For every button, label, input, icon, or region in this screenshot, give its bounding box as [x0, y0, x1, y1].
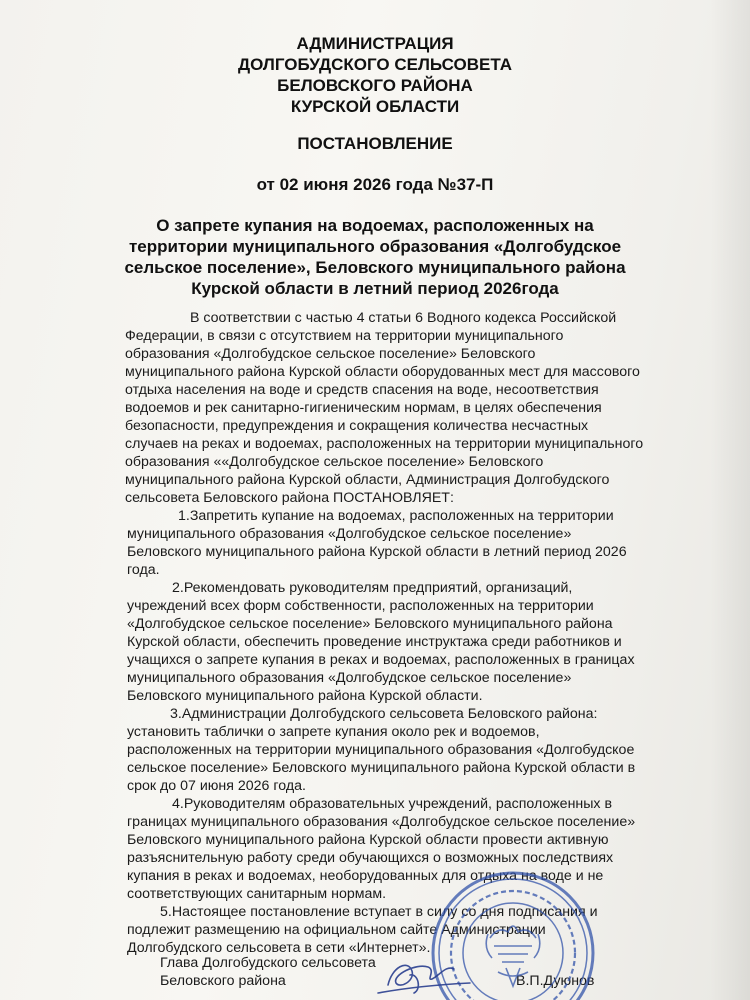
body-line: 3.Администрации Долгобудского сельсовета Беловского района: — [170, 706, 598, 722]
body-line: сельское поселение» Беловского муниципального района Курской области в — [127, 760, 636, 776]
body-line: срок до 07 июня 2026 года. — [127, 778, 306, 794]
signatory-name: В.П.Дуюнов — [516, 973, 595, 989]
body-line: учащихся о запрете купания в реках и водоемах, расположенных в границах — [127, 652, 635, 668]
body-line: муниципального района Курской области, Администрация Долгобудского — [125, 472, 610, 488]
body-line: муниципального района Курской области оборудованных мест для массового — [125, 364, 640, 380]
title-line: Курской области в летний период 2026года — [191, 279, 559, 298]
body-line: соответствующих санитарным нормам. — [127, 886, 387, 902]
handwritten-signature-icon — [370, 945, 480, 1000]
body-line: Курской области, обеспечить проведение инструктажа среди работников и — [127, 634, 622, 650]
title-line: О запрете купания на водоемах, расположенных на — [156, 216, 594, 235]
body-line: 2.Рекомендовать руководителям предприятий, организаций, — [172, 580, 573, 596]
body-line: сельсовета Беловского района ПОСТАНОВЛЯЕТ: — [125, 490, 454, 506]
org-line: ДОЛГОБУДСКОГО СЕЛЬСОВЕТА — [238, 55, 512, 74]
document-type: ПОСТАНОВЛЕНИЕ — [297, 134, 453, 153]
signatory-position-line: Беловского района — [160, 973, 286, 989]
body-line: подлежит размещению на официальном сайте Администрации — [127, 922, 546, 938]
title-line: территории муниципального образования «Долгобудское — [128, 237, 622, 256]
body-line: 1.Запретить купание на водоемах, расположенных на территории — [178, 508, 614, 524]
body-line: случаев на реках и водоемах, расположенных на территории муниципального — [125, 436, 644, 452]
body-line: «Долгобудское сельское поселение» Беловского муниципального района — [127, 616, 613, 632]
body-line: водоемов и рек санитарно-гигиеническим нормам, в целях обеспечения — [125, 400, 602, 416]
title-line: сельское поселение», Беловского муниципального района — [124, 258, 626, 277]
body-line: Беловского муниципального района Курской области в летний период 2026 — [127, 544, 627, 560]
signatory-position — [160, 954, 376, 990]
org-line: АДМИНИСТРАЦИЯ — [296, 34, 454, 53]
org-line: БЕЛОВСКОГО РАЙОНА — [277, 76, 473, 95]
body-line: учреждений всех форм собственности, расположенных на территории — [127, 598, 594, 614]
body-line: В соответствии с частью 4 статьи 6 Водного кодекса Российской — [190, 310, 617, 326]
body-line: безопасности, предупреждения и сокращения количества несчастных — [125, 418, 589, 434]
body-line: Федерации, в связи с отсутствием на территории муниципального — [125, 328, 564, 344]
body-line: муниципального образования «Долгобудское сельское поселение» — [127, 526, 572, 542]
body-line: границах муниципального образования «Долгобудское сельское поселение» — [127, 814, 636, 830]
body-line: образования «Долгобудское сельское поселение» Беловского — [125, 346, 536, 362]
body-line: Долгобудского сельсовета в сети «Интернет». — [127, 940, 431, 956]
body-line: муниципального образования «Долгобудское сельское поселение» — [127, 670, 572, 686]
body-line: разъяснительную работу среди обучающихся о возможных последствиях — [127, 850, 614, 866]
body-line: отдыха населения на воде и средств спасения на воде, несоответствия — [125, 382, 599, 398]
body-line: расположенных на территории муниципального образования «Долгобудское — [127, 742, 635, 758]
body-line: 5.Настоящее постановление вступает в силу со дня подписания и — [160, 904, 598, 920]
body-line: купания в реках и водоемах, необорудованных для отдыха на воде и не — [127, 868, 604, 884]
body-line: Беловского муниципального района Курской области провести активную — [127, 832, 609, 848]
body-line: установить таблички о запрете купания около рек и водоемов, — [127, 724, 540, 740]
body-line: 4.Руководителям образовательных учреждений, расположенных в — [172, 796, 613, 812]
body-line: года. — [127, 562, 160, 578]
document-date-number: от 02 июня 2026 года №37-П — [256, 175, 494, 194]
body-line: образования ««Долгобудское сельское поселение» Беловского — [125, 454, 544, 470]
body-line: Беловского муниципального района Курской области. — [127, 688, 483, 704]
signatory-position-line: Глава Долгобудского сельсовета — [160, 955, 376, 971]
org-line: КУРСКОЙ ОБЛАСТИ — [290, 97, 460, 116]
